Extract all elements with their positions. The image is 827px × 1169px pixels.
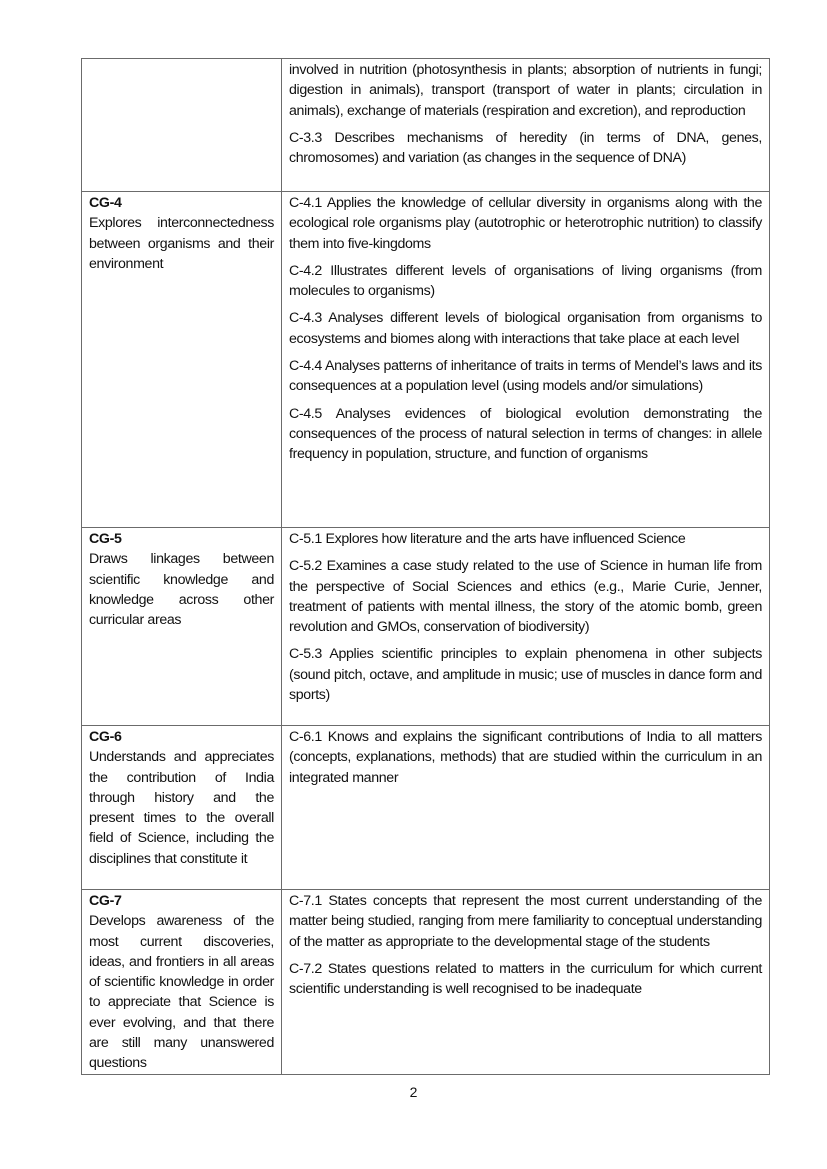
competencies-cell (282, 528, 770, 726)
competencies-cell (282, 192, 770, 528)
competencies-cell (282, 726, 770, 890)
goal-description: Draws linkages between scientific knowledge and knowledge across other curricular areas (89, 551, 274, 629)
competencies-cell (282, 890, 770, 1075)
goal-code: CG-4 (89, 195, 122, 211)
goal-description: Understands and appreciates the contribution of India through history and the present times to the overall field of Science, including the disciplines that constitute it (89, 749, 274, 867)
competency-c-7-1: C-7.1 States concepts that represent the most current understanding of the matter being studied, ranging from mere familiarity to conceptual understanding of the matter as appropriate to the developmental stage of the students (289, 893, 762, 950)
goal-description: Develops awareness of the most current discoveries, ideas, and frontiers in all areas of scientific knowledge in order to appreciate that Science is ever evolving, and that there are still many unanswered questions (89, 913, 274, 1072)
competency-c-4-5: C-4.5 Analyses evidences of biological evolution demonstrating the consequences of the process of natural selection in terms of changes: in allele frequency in population, structure, and function of organisms (289, 405, 762, 463)
competency-c-5-2: C-5.2 Examines a case study related to the use of Science in human life from the perspective of Social Sciences and ethics (e.g., Marie Curie, Jenner, treatment of patients with mental illness, the story of the atomic bomb, green revolution and GMOs, conservation of biodiversity) (289, 558, 762, 636)
competency-c-3-3: C-3.3 Describes mechanisms of heredity (in terms of DNA, genes, chromosomes) and variation (as changes in the sequence of DNA) (289, 129, 762, 167)
goal-description: Explores interconnectedness between organisms and their environment (89, 215, 274, 272)
competency-c-6-1: C-6.1 Knows and explains the significant contributions of India to all matters (concepts, explanations, methods) that are studied within the curriculum in an integrated manner (289, 729, 762, 786)
goal-cell (82, 726, 282, 890)
goal-cell (82, 59, 282, 192)
goal-code: CG-6 (89, 729, 122, 745)
curricular-goals-table (81, 58, 770, 1075)
goal-cell (82, 528, 282, 726)
competency-c-4-1: C-4.1 Applies the knowledge of cellular diversity in organisms along with the ecological role organisms play (autotrophic or heterotrophic nutrition) to classify them into five-kingdoms (289, 195, 762, 252)
goal-code: CG-5 (89, 531, 122, 547)
table-row (82, 192, 770, 528)
competency-c-5-1: C-5.1 Explores how literature and the arts have influenced Science (289, 531, 686, 547)
competencies-cell (282, 59, 770, 192)
competency-c-4-4: C-4.4 Analyses patterns of inheritance of traits in terms of Mendel’s laws and its consequences at a population level (using models and/or simulations) (289, 358, 762, 395)
table-row (82, 528, 770, 726)
competency-text: involved in nutrition (photosynthesis in plants; absorption of nutrients in fungi; digestion in animals), transport (transport of water in plants; circulation in animals), exchange of materials (respiration and excretion), and reproduction (289, 62, 762, 119)
table-row (82, 726, 770, 890)
competency-c-7-2: C-7.2 States questions related to matters in the curriculum for which current scientific understanding is well recognised to be inadequate (289, 960, 762, 998)
goal-cell (82, 192, 282, 528)
goal-code: CG-7 (89, 893, 122, 909)
table-row (82, 890, 770, 1075)
competency-c-4-3: C-4.3 Analyses different levels of biological organisation from organisms to ecosystems and biomes along with interactions that take place at each level (289, 310, 762, 347)
goal-cell (82, 890, 282, 1075)
competency-c-4-2: C-4.2 Illustrates different levels of organisations of living organisms (from molecules to organisms) (289, 262, 762, 300)
page-number: 2 (409, 1084, 418, 1100)
competency-c-5-3: C-5.3 Applies scientific principles to explain phenomena in other subjects (sound pitch, octave, and amplitude in music; use of muscles in dance form and sports) (289, 646, 762, 704)
table-row (82, 59, 770, 192)
